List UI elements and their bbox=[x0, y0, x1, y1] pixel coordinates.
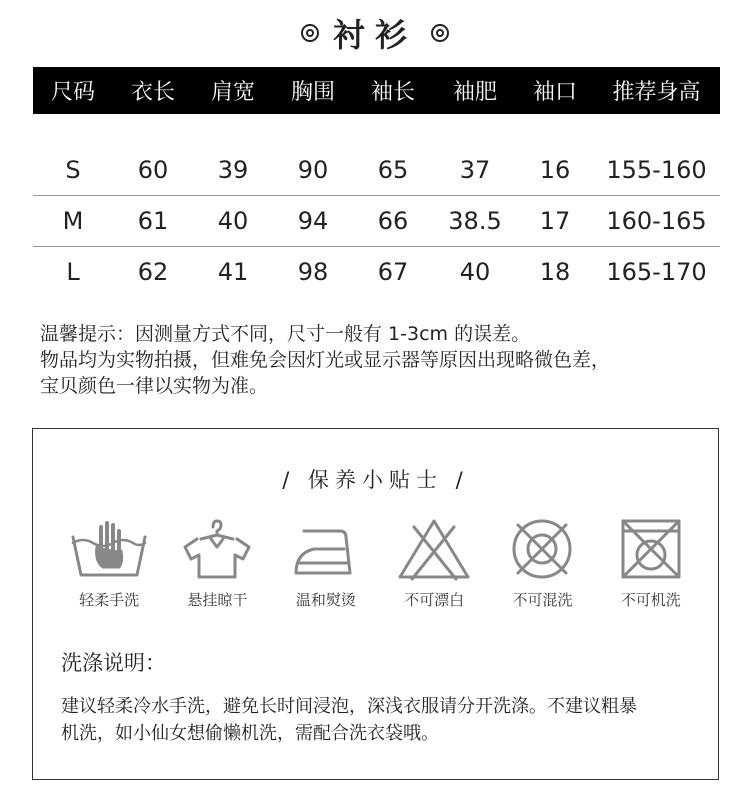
care-label: 温和熨烫 bbox=[295, 591, 356, 609]
table-cell: 18 bbox=[539, 258, 571, 286]
wash-instructions-text bbox=[61, 693, 701, 747]
table-cell: 155-160 bbox=[606, 156, 707, 184]
page-title-text: 衬衫 bbox=[332, 16, 417, 54]
table-header bbox=[33, 67, 720, 114]
header-cell: 袖长 bbox=[370, 80, 415, 105]
header-cell: 袖肥 bbox=[452, 80, 497, 105]
wash-instructions-heading: 洗涤说明： bbox=[61, 651, 166, 675]
care-item bbox=[488, 517, 596, 610]
table-cell: 40 bbox=[459, 258, 491, 286]
table-cell: 66 bbox=[377, 207, 409, 235]
size-table bbox=[33, 67, 720, 297]
header-cell: 衣长 bbox=[130, 80, 175, 105]
care-item bbox=[380, 517, 488, 610]
table-cell: 90 bbox=[297, 156, 329, 184]
care-icons-row bbox=[55, 517, 705, 610]
table-cell: S bbox=[65, 156, 81, 184]
table-cell: M bbox=[62, 207, 84, 235]
care-item bbox=[55, 517, 163, 610]
care-label: 轻柔手洗 bbox=[79, 591, 140, 609]
table-cell: 37 bbox=[459, 156, 491, 184]
care-label: 不可机洗 bbox=[620, 591, 681, 609]
care-item bbox=[163, 517, 271, 610]
care-title: / 保养小贴士 / bbox=[282, 468, 469, 492]
wash-line: 建议轻柔冷水手洗，避免长时间浸泡，深浅衣服请分开洗涤。不建议粗暴 bbox=[61, 696, 637, 717]
no-mixed-wash-icon bbox=[500, 517, 584, 581]
table-cell: 62 bbox=[137, 258, 169, 286]
table-cell: 17 bbox=[539, 207, 571, 235]
title-area bbox=[0, 10, 750, 56]
table-cell: 38.5 bbox=[448, 207, 502, 235]
table-cell: 39 bbox=[217, 156, 249, 184]
hang-dry-icon bbox=[175, 517, 259, 581]
table-cell: 160-165 bbox=[606, 207, 707, 235]
notice-text bbox=[40, 321, 730, 399]
table-cell: 40 bbox=[217, 207, 249, 235]
table-cell: 165-170 bbox=[606, 258, 707, 286]
table-cell: 16 bbox=[539, 156, 571, 184]
header-cell: 胸围 bbox=[290, 80, 335, 105]
care-label: 悬挂晾干 bbox=[187, 591, 248, 609]
table-row bbox=[33, 196, 720, 247]
table-cell: 41 bbox=[217, 258, 249, 286]
header-cell: 袖口 bbox=[532, 80, 577, 105]
header-cell: 推荐身高 bbox=[612, 80, 701, 105]
table-cell: 94 bbox=[297, 207, 329, 235]
notice-line: 宝贝颜色一律以实物为准。 bbox=[40, 375, 269, 397]
no-machine-wash-icon bbox=[609, 517, 693, 581]
care-tips-box bbox=[32, 428, 719, 780]
care-label: 不可漂白 bbox=[404, 591, 465, 609]
wash-line: 机洗，如小仙女想偷懒机洗，需配合洗衣袋哦。 bbox=[61, 723, 439, 744]
care-label: 不可混洗 bbox=[512, 591, 573, 609]
table-cell: 67 bbox=[377, 258, 409, 286]
table-row bbox=[33, 247, 720, 297]
care-item bbox=[597, 517, 705, 610]
double-circle-icon bbox=[431, 24, 449, 42]
notice-line: 温馨提示：因测量方式不同，尺寸一般有 1-3cm 的误差。 bbox=[40, 323, 531, 345]
header-cell: 肩宽 bbox=[210, 80, 255, 105]
page-title bbox=[301, 10, 449, 56]
no-bleach-icon bbox=[392, 517, 476, 581]
hand-wash-icon bbox=[67, 517, 151, 581]
notice-line: 物品均为实物拍摄，但难免会因灯光或显示器等原因出现略微色差， bbox=[40, 349, 611, 371]
iron-low-icon bbox=[284, 517, 368, 581]
care-item bbox=[272, 517, 380, 610]
double-circle-icon bbox=[301, 24, 319, 42]
table-cell: L bbox=[66, 258, 80, 286]
table-row bbox=[33, 145, 720, 196]
table-cell: 98 bbox=[297, 258, 329, 286]
header-cell: 尺码 bbox=[50, 80, 95, 105]
table-cell: 60 bbox=[137, 156, 169, 184]
table-cell: 61 bbox=[137, 207, 169, 235]
table-cell: 65 bbox=[377, 156, 409, 184]
